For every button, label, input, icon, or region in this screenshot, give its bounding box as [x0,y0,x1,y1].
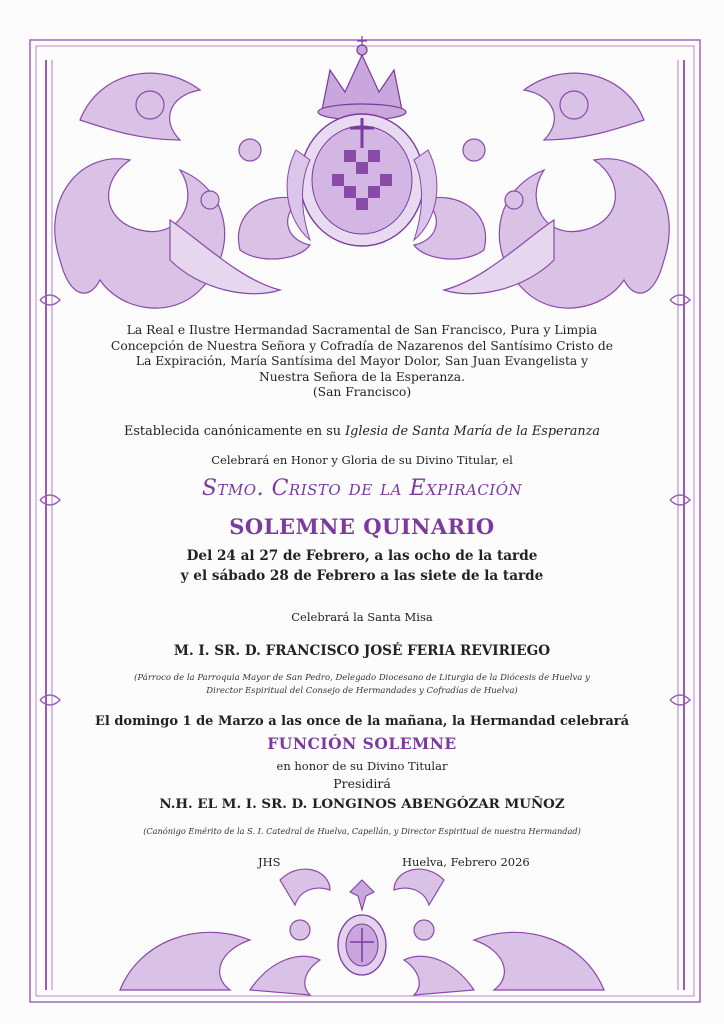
crown-icon [318,36,406,120]
preacher-name: M. I. SR. D. FRANCISCO JOSÉ FERIA REVIRIEGO [173,643,551,659]
misa-line: Celebrará la Santa Misa [291,610,433,624]
intro-line: La Real e Ilustre Hermandad Sacramental de San Francisco, Pura y Limpia [126,323,598,337]
preacher-note-line: Director Espiritual del Consejo de Hermandades y Cofradías de Huelva) [206,686,518,696]
intro-line: (San Francisco) [312,385,412,400]
intro-line: Concepción de Nuestra Señora y Cofradía de Nazarenos del Santísimo Cristo de [110,338,614,353]
honor-line: en honor de su Divino Titular [276,759,448,773]
preacher-note [0,672,724,698]
presider-name: N.H. EL M. I. SR. D. LONGINOS ABENGÓZAR MUÑOZ [159,796,565,812]
date-line: Del 24 al 27 de Febrero, a las ocho de la tarde [186,548,538,564]
intro-line: La Expiración, María Santísima del Mayor Dolor, San Juan Evangelista y [135,354,589,369]
celebrara-line: Celebrará en Honor y Gloria de su Divino Titular, el [211,453,513,467]
establecida-line [0,424,724,439]
titular-name: Stmo. Cristo de la Expiración [201,476,523,501]
presidira-label: Presidirá [333,776,391,791]
quinario-dates [0,546,724,586]
place-date: Huelva, Febrero 2026 [402,855,530,869]
domingo-line: El domingo 1 de Marzo a las once de la mañana, la Hermandad celebrará [94,714,630,729]
brotherhood-intro [0,323,724,401]
intro-line: Nuestra Señora de la Esperanza. [259,369,465,384]
date-line: y el sábado 28 de Febrero a las siete de la tarde [180,568,544,584]
church-name: Iglesia de Santa María de la Esperanza [345,424,600,439]
bottom-shield-icon [338,880,386,975]
coat-of-arms-icon [300,114,424,246]
preacher-note-line: (Párroco de la Parroquia Mayor de San Pedro, Delegado Diocesano de Liturgia de la Diócesis de Huelva y [134,673,590,683]
funcion-title: FUNCIÓN SOLEMNE [267,734,457,753]
establecida-prefix: Establecida canónicamente en su [124,424,346,439]
quinario-title: SOLEMNE QUINARIO [229,514,495,539]
jhs-monogram: JHS [258,855,281,869]
presider-note: (Canónigo Emérito de la S. I. Catedral de Huelva, Capellán, y Director Espiritual de nuestra Hermandad) [143,826,581,836]
